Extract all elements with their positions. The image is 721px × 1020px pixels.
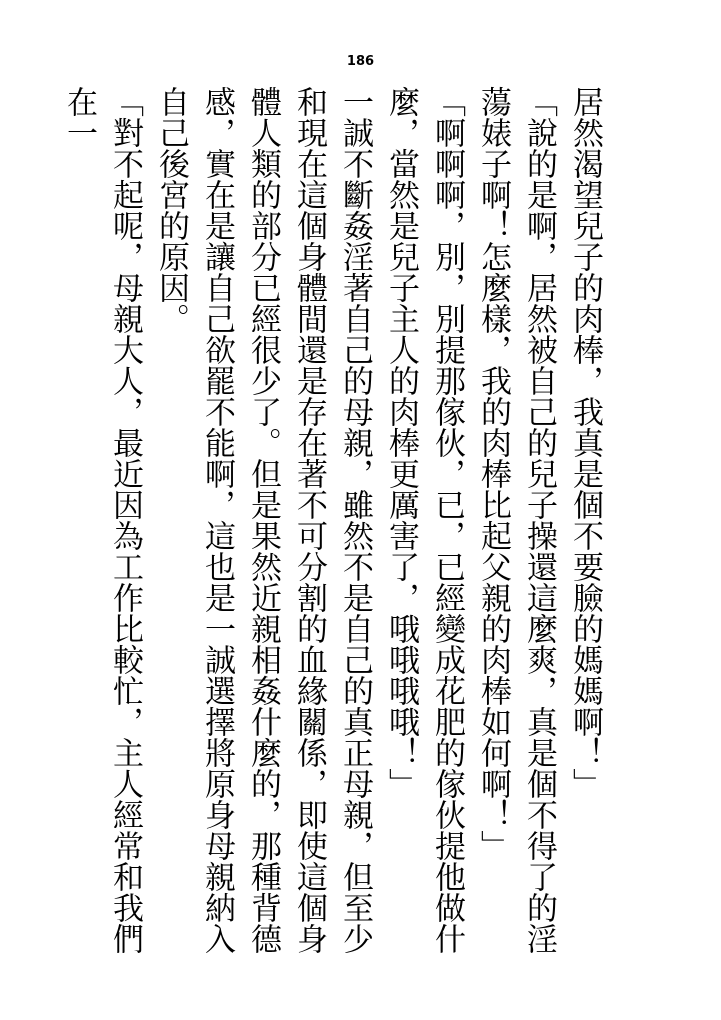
- vertical-text-body: [61, 86, 608, 966]
- page-number: 186: [346, 54, 375, 69]
- paragraph-4: 一誠不斷姦淫著自己的母親，雖然不是自己的真正母親，但至少和現在這個身體間還是存在著不可分割的血緣關係，即使這個身體人類的部分已經很少了。但是果然近親相姦什麼的，那種背德感，實在是讓自己欲罷不能啊，這也是一誠選擇將原身母親納入自己後宮的原因。: [153, 86, 373, 954]
- paragraph-1: 居然渴望兒子的肉棒，我真是個不要臉的媽媽啊！」: [567, 86, 603, 799]
- paragraph-3: 「啊啊啊，別，別提那傢伙，已，已經變成花肥的傢伙提他做什麼，當然是兒子主人的肉棒更厲害了，哦哦哦哦！」: [383, 86, 465, 954]
- paragraph-2: 「說的是啊，居然被自己的兒子操還這麼爽，真是個不得了的淫蕩婊子啊！怎麼樣，我的肉棒比起父親的肉棒如何啊！」: [475, 86, 557, 954]
- paragraph-5: 「對不起呢，母親大人，最近因為工作比較忙，主人經常和我們在一: [61, 86, 143, 954]
